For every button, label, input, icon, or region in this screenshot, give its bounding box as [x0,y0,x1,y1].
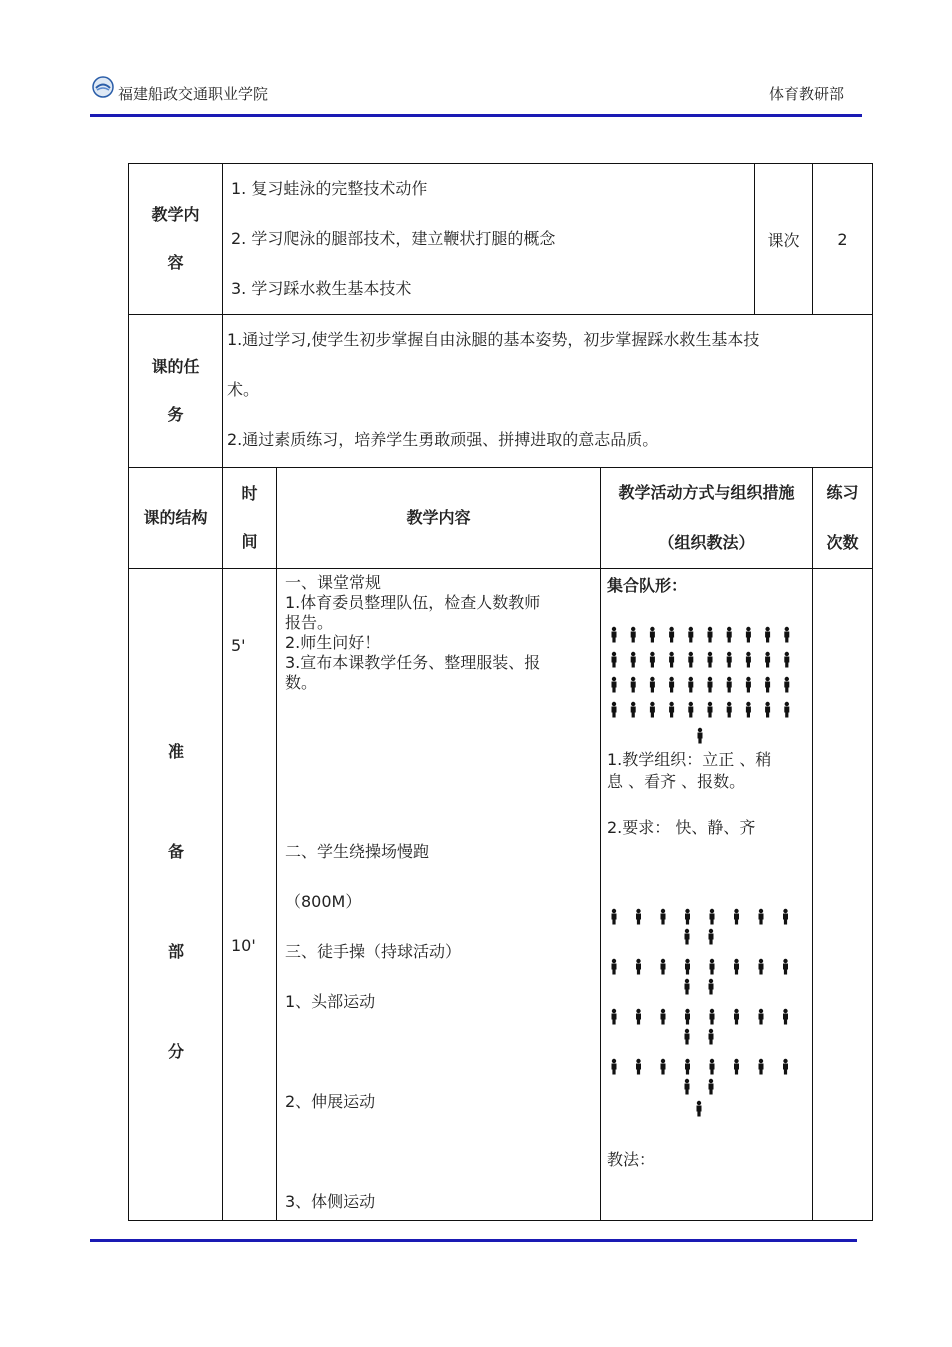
student-figure-icon [650,627,655,643]
student-figure-icon [688,702,693,718]
task-row [129,315,873,468]
col-time: 时间 [223,468,277,569]
student-figure-icon [650,677,655,693]
student-figure-icon [612,652,617,668]
content-line: 三、徒手操（持球活动） [285,942,462,961]
student-figure-icon [734,1059,739,1075]
student-figure-icon [669,652,674,668]
content-line: 2、伸展运动 [285,1092,376,1111]
task-lines [223,315,873,468]
student-figure-icon [612,909,617,925]
prep-content [277,569,601,1221]
content-line: 二、学生绕操场慢跑 [285,842,430,861]
student-figure-icon [612,959,617,975]
col-reps: 练习次数 [813,468,873,569]
student-figure-icon [759,1009,764,1025]
method-line: 1.教学组织：立正 、稍 [607,750,772,769]
content-line: 1.体育委员整理队伍，检查人数教师 [285,593,541,612]
task-line: 术。 [227,380,260,399]
lesson-number-value: 2 [813,164,873,315]
student-figure-icon [661,909,666,925]
content-line: 2.师生问好！ [285,633,381,652]
student-figure-icon [685,1029,690,1045]
student-figure-icon [784,652,789,668]
student-figure-icon [708,652,713,668]
student-figure-icon [685,1079,690,1095]
school-name: 福建船政交通职业学院 [118,85,269,103]
student-figure-icon [669,702,674,718]
student-figure-icon [765,627,770,643]
school-logo-icon [92,76,114,98]
student-figure-icon [765,652,770,668]
student-figure-icon [685,1059,690,1075]
student-figure-icon [697,1101,702,1117]
student-figure-icon [612,627,617,643]
student-figure-icon [709,1029,714,1045]
col-content: 教学内容 [277,468,601,569]
time-value: 10' [231,936,256,955]
student-figure-icon [765,677,770,693]
student-figure-icon [636,959,641,975]
content-items [223,164,755,315]
student-figure-icon [650,702,655,718]
content-line: （800M） [285,892,362,911]
lesson-plan-table [128,163,873,1221]
student-figure-icon [746,652,751,668]
task-line: 2.通过素质练习，培养学生勇敢顽强、拼搏进取的意志品质。 [227,430,659,449]
student-figure-icon [698,728,703,744]
student-figure-icon [727,652,732,668]
student-figure-icon [612,677,617,693]
student-figure-icon [669,677,674,693]
content-line: 一、课堂常规 [285,573,382,592]
header-divider [90,114,862,117]
student-figure-icon [734,909,739,925]
prep-section-label: 准 备 部 分 [129,569,223,1221]
student-figure-icon [710,1009,715,1025]
lesson-number-label: 课次 [755,164,813,315]
student-figure-icon [710,909,715,925]
student-figure-icon [685,1009,690,1025]
student-figure-icon [685,929,690,945]
student-figure-icon [708,627,713,643]
student-figure-icon [612,702,617,718]
student-figure-icon [746,702,751,718]
student-figure-icon [685,909,690,925]
student-figure-icon [631,652,636,668]
prep-reps [813,569,873,1221]
student-figure-icon [685,959,690,975]
student-figure-icon [631,627,636,643]
content-line: 数。 [285,673,318,692]
student-figure-icon [650,652,655,668]
content-item: 2. 学习爬泳的腿部技术，建立鞭状打腿的概念 [231,229,556,248]
col-method: 教学活动方式与组织措施（组织教法） [601,468,813,569]
student-figure-icon [612,1009,617,1025]
student-figure-icon [734,1009,739,1025]
student-figure-icon [612,1059,617,1075]
student-figure-icon [661,1009,666,1025]
student-figure-icon [727,677,732,693]
prep-times [223,569,277,1221]
student-figure-icon [783,959,788,975]
method-line: 2.要求： 快、静、齐 [607,818,756,837]
task-label: 课的任务 [129,315,223,468]
col-structure: 课的结构 [129,468,223,569]
content-line: 3.宣布本课教学任务、整理服装、报 [285,653,541,672]
content-line: 报告。 [285,613,334,632]
student-figure-icon [746,677,751,693]
student-figure-icon [631,677,636,693]
student-figure-icon [669,627,674,643]
method-line: 息 、看齐 、报数。 [607,772,746,791]
student-figure-icon [688,677,693,693]
student-figure-icon [783,909,788,925]
footer-divider [90,1239,857,1242]
department-name: 体育教研部 [768,85,844,103]
prep-row [129,569,873,1221]
student-figure-icon [636,1009,641,1025]
formation-diagram-2 [611,905,801,1135]
task-line: 1.通过学习,使学生初步掌握自由泳腿的基本姿势，初步掌握踩水救生基本技 [227,330,760,349]
student-figure-icon [784,677,789,693]
content-item: 1. 复习蛙泳的完整技术动作 [231,179,428,198]
content-label: 教学内容 [129,164,223,315]
student-figure-icon [636,1059,641,1075]
prep-method [601,569,813,1221]
student-figure-icon [710,1059,715,1075]
student-figure-icon [759,1059,764,1075]
student-figure-icon [708,702,713,718]
student-figure-icon [784,702,789,718]
student-figure-icon [685,979,690,995]
student-figure-icon [746,627,751,643]
method-footer: 教法： [607,1150,656,1169]
student-figure-icon [661,959,666,975]
student-figure-icon [783,1059,788,1075]
student-figure-icon [709,1079,714,1095]
student-figure-icon [727,702,732,718]
method-title: 集合队形： [607,576,688,595]
formation-diagram-1 [611,625,801,747]
time-value: 5' [231,636,246,655]
student-figure-icon [710,959,715,975]
student-figure-icon [688,627,693,643]
student-figure-icon [661,1059,666,1075]
student-figure-icon [688,652,693,668]
student-figure-icon [759,959,764,975]
content-line: 3、体侧运动 [285,1192,376,1211]
student-figure-icon [783,1009,788,1025]
student-figure-icon [636,909,641,925]
column-header-row [129,468,873,569]
student-figure-icon [631,702,636,718]
student-figure-icon [709,929,714,945]
student-figure-icon [765,702,770,718]
student-figure-icon [759,909,764,925]
student-figure-icon [727,627,732,643]
content-row [129,164,873,315]
student-figure-icon [709,979,714,995]
student-figure-icon [708,677,713,693]
student-figure-icon [734,959,739,975]
content-item: 3. 学习踩水救生基本技术 [231,279,412,298]
student-figure-icon [784,627,789,643]
content-line: 1、头部运动 [285,992,376,1011]
